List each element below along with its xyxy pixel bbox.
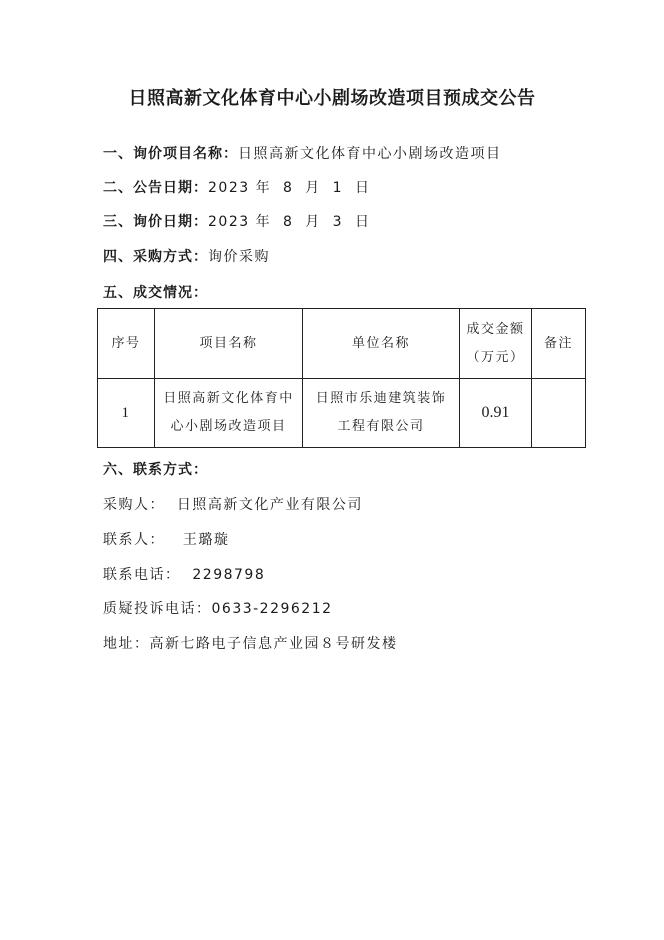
inquiry-date-line — [103, 211, 371, 231]
table-row — [98, 379, 586, 448]
announce-date-label: 二、公告日期： — [103, 180, 208, 196]
page-title: 日照高新文化体育中心小剧场改造项目预成交公告 — [128, 88, 536, 109]
phone-line: 联系电话： 2298798 — [103, 567, 266, 583]
header-remark: 备注 — [532, 309, 586, 379]
project-name-line — [103, 143, 502, 163]
deal-heading-label: 五、成交情况： — [103, 285, 208, 301]
project-name-value: 日照高新文化体育中心小剧场改造项目 — [238, 146, 502, 162]
header-amount-line1: 成交金额 — [466, 321, 525, 337]
row-amount: 0.91 — [460, 379, 532, 448]
row-company — [303, 379, 460, 448]
address-line: 地址：高新七路电子信息产业园８号研发楼 — [103, 636, 398, 652]
contact-heading-line — [103, 459, 208, 479]
contact-heading: 六、联系方式： — [103, 462, 208, 478]
header-project: 项目名称 — [155, 309, 303, 379]
row-remark — [532, 379, 586, 448]
buyer-line: 采购人： 日照高新文化产业有限公司 — [103, 497, 363, 513]
header-amount — [460, 309, 532, 379]
table-header-row — [98, 309, 586, 379]
row-project — [155, 379, 303, 448]
complaint-phone-line: 质疑投诉电话：0633-2296212 — [103, 601, 333, 617]
row-company-line1: 日照市乐迪建筑装饰 — [315, 391, 447, 406]
inquiry-date-value: 2023 年 8 月 3 日 — [208, 214, 371, 230]
method-line — [103, 246, 270, 266]
inquiry-date-label: 三、询价日期： — [103, 214, 208, 230]
deal-table — [97, 308, 586, 448]
contact-person-line: 联系人： 王璐璇 — [103, 532, 230, 548]
row-project-line1: 日照高新文化体育中 — [163, 391, 294, 406]
project-name-label: 一、询价项目名称： — [103, 146, 238, 162]
header-company: 单位名称 — [303, 309, 460, 379]
row-index: 1 — [98, 379, 155, 448]
row-project-line2: 心小剧场改造项目 — [170, 419, 287, 434]
method-value: 询价采购 — [208, 249, 270, 265]
announce-date-value: 2023 年 8 月 1 日 — [208, 180, 371, 196]
header-amount-line2: （万元） — [466, 349, 525, 365]
deal-heading-line — [103, 282, 208, 302]
method-label: 四、采购方式： — [103, 249, 208, 265]
row-company-line2: 工程有限公司 — [337, 419, 425, 434]
header-index: 序号 — [98, 309, 155, 379]
announce-date-line — [103, 177, 371, 197]
